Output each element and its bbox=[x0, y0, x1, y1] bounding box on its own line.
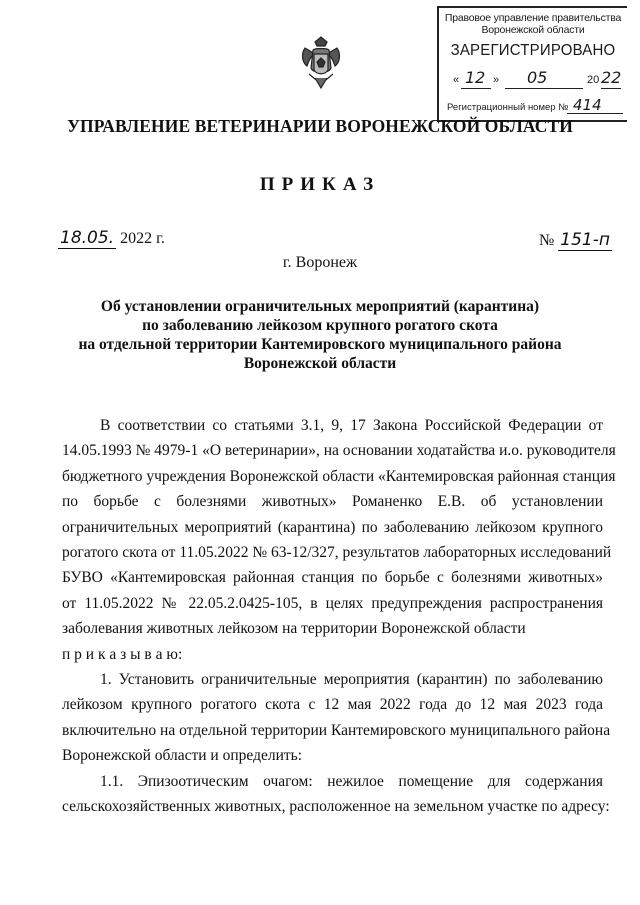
number-handwritten: 151-п bbox=[560, 230, 610, 250]
body-line: В соответствии со статьями 3.1, 9, 17 Закона Российской Федерации от bbox=[100, 417, 603, 434]
title-line: на отдельной территории Кантемировского муниципального района bbox=[78, 336, 562, 353]
stamp-year-suffix: 22 bbox=[601, 68, 622, 87]
title-line: Об установлении ограничительных мероприятий (карантина) bbox=[100, 298, 540, 315]
body-line: рогатого скота от 11.05.2022 № 63-12/327, результатов лабораторных исследований bbox=[62, 544, 612, 562]
number-prefix: № bbox=[539, 232, 555, 249]
body-line: от 11.05.2022 № 22.05.2.0425-105, в целях предупреждения распространения bbox=[62, 594, 603, 612]
body-line: бюджетного учреждения Воронежской области «Кантемировская районная станция bbox=[62, 467, 616, 485]
stamp-year-prefix: 20 bbox=[587, 74, 600, 86]
body-line: БУВО «Кантемировская районная станция по борьбе с болезнями животных» bbox=[62, 569, 603, 587]
stamp-month: 05 bbox=[527, 68, 548, 87]
body-line: 1.1. Эпизоотическим очагом: нежилое помещение для содержания bbox=[100, 772, 603, 790]
stamp-date: « 12 » 05 20 22 bbox=[453, 68, 622, 87]
body-line: лейкозом крупного рогатого скота с 12 мая 2022 года до 12 мая 2023 года bbox=[62, 696, 603, 714]
body-line: сельскохозяйственных животных, расположенное на земельном участке по адресу: bbox=[62, 798, 610, 816]
body-line: включительно на отдельной территории Кантемировского муниципального района bbox=[62, 721, 611, 739]
document-body bbox=[62, 413, 616, 820]
document-number bbox=[539, 230, 612, 250]
stamp-org-line-1: Правовое управление правительства bbox=[444, 12, 622, 24]
body-line: Воронежской области и определить: bbox=[62, 747, 303, 765]
document-title bbox=[70, 297, 570, 373]
registration-stamp bbox=[437, 6, 627, 122]
body-line: 1. Установить ограничительные мероприятия (карантин) по заболеванию bbox=[100, 671, 603, 689]
city: г. Воронеж bbox=[282, 254, 358, 271]
agency-name: УПРАВЛЕНИЕ ВЕТЕРИНАРИИ ВОРОНЕЖСКОЙ ОБЛАСТИ bbox=[67, 116, 573, 136]
document-date bbox=[58, 228, 165, 248]
stamp-org-line-2: Воронежской области bbox=[481, 24, 585, 36]
order-directive: п р и к а з ы в а ю: bbox=[62, 645, 183, 663]
stamp-day: 12 bbox=[465, 68, 486, 87]
stamp-regno bbox=[447, 96, 627, 114]
title-line: по заболеванию лейкозом крупного рогатого скота bbox=[142, 317, 498, 334]
document-type: ПРИКАЗ bbox=[259, 174, 381, 195]
date-year: 2022 г. bbox=[120, 230, 165, 247]
stamp-regno-value: 414 bbox=[573, 96, 602, 114]
date-handwritten: 18.05. bbox=[60, 228, 115, 248]
stamp-status: ЗАРЕГИСТРИРОВАНО bbox=[450, 41, 616, 60]
stamp-regno-label: Регистрационный номер № bbox=[447, 102, 569, 113]
body-line: по борьбе с болезнями животных» Романенко Е.В. об установлении bbox=[62, 493, 603, 511]
coat-of-arms-icon bbox=[299, 34, 343, 90]
stamp-organization bbox=[439, 12, 627, 36]
title-line: Воронежской области bbox=[243, 355, 397, 372]
body-line: 14.05.1993 № 4979-1 «О ветеринарии», на основании ходатайства и.о. руководителя bbox=[62, 442, 616, 460]
body-line: ограничительных мероприятий (карантина) по заболеванию лейкозом крупного bbox=[62, 518, 603, 536]
body-line: заболевания животных лейкозом на территории Воронежской области bbox=[62, 620, 526, 638]
